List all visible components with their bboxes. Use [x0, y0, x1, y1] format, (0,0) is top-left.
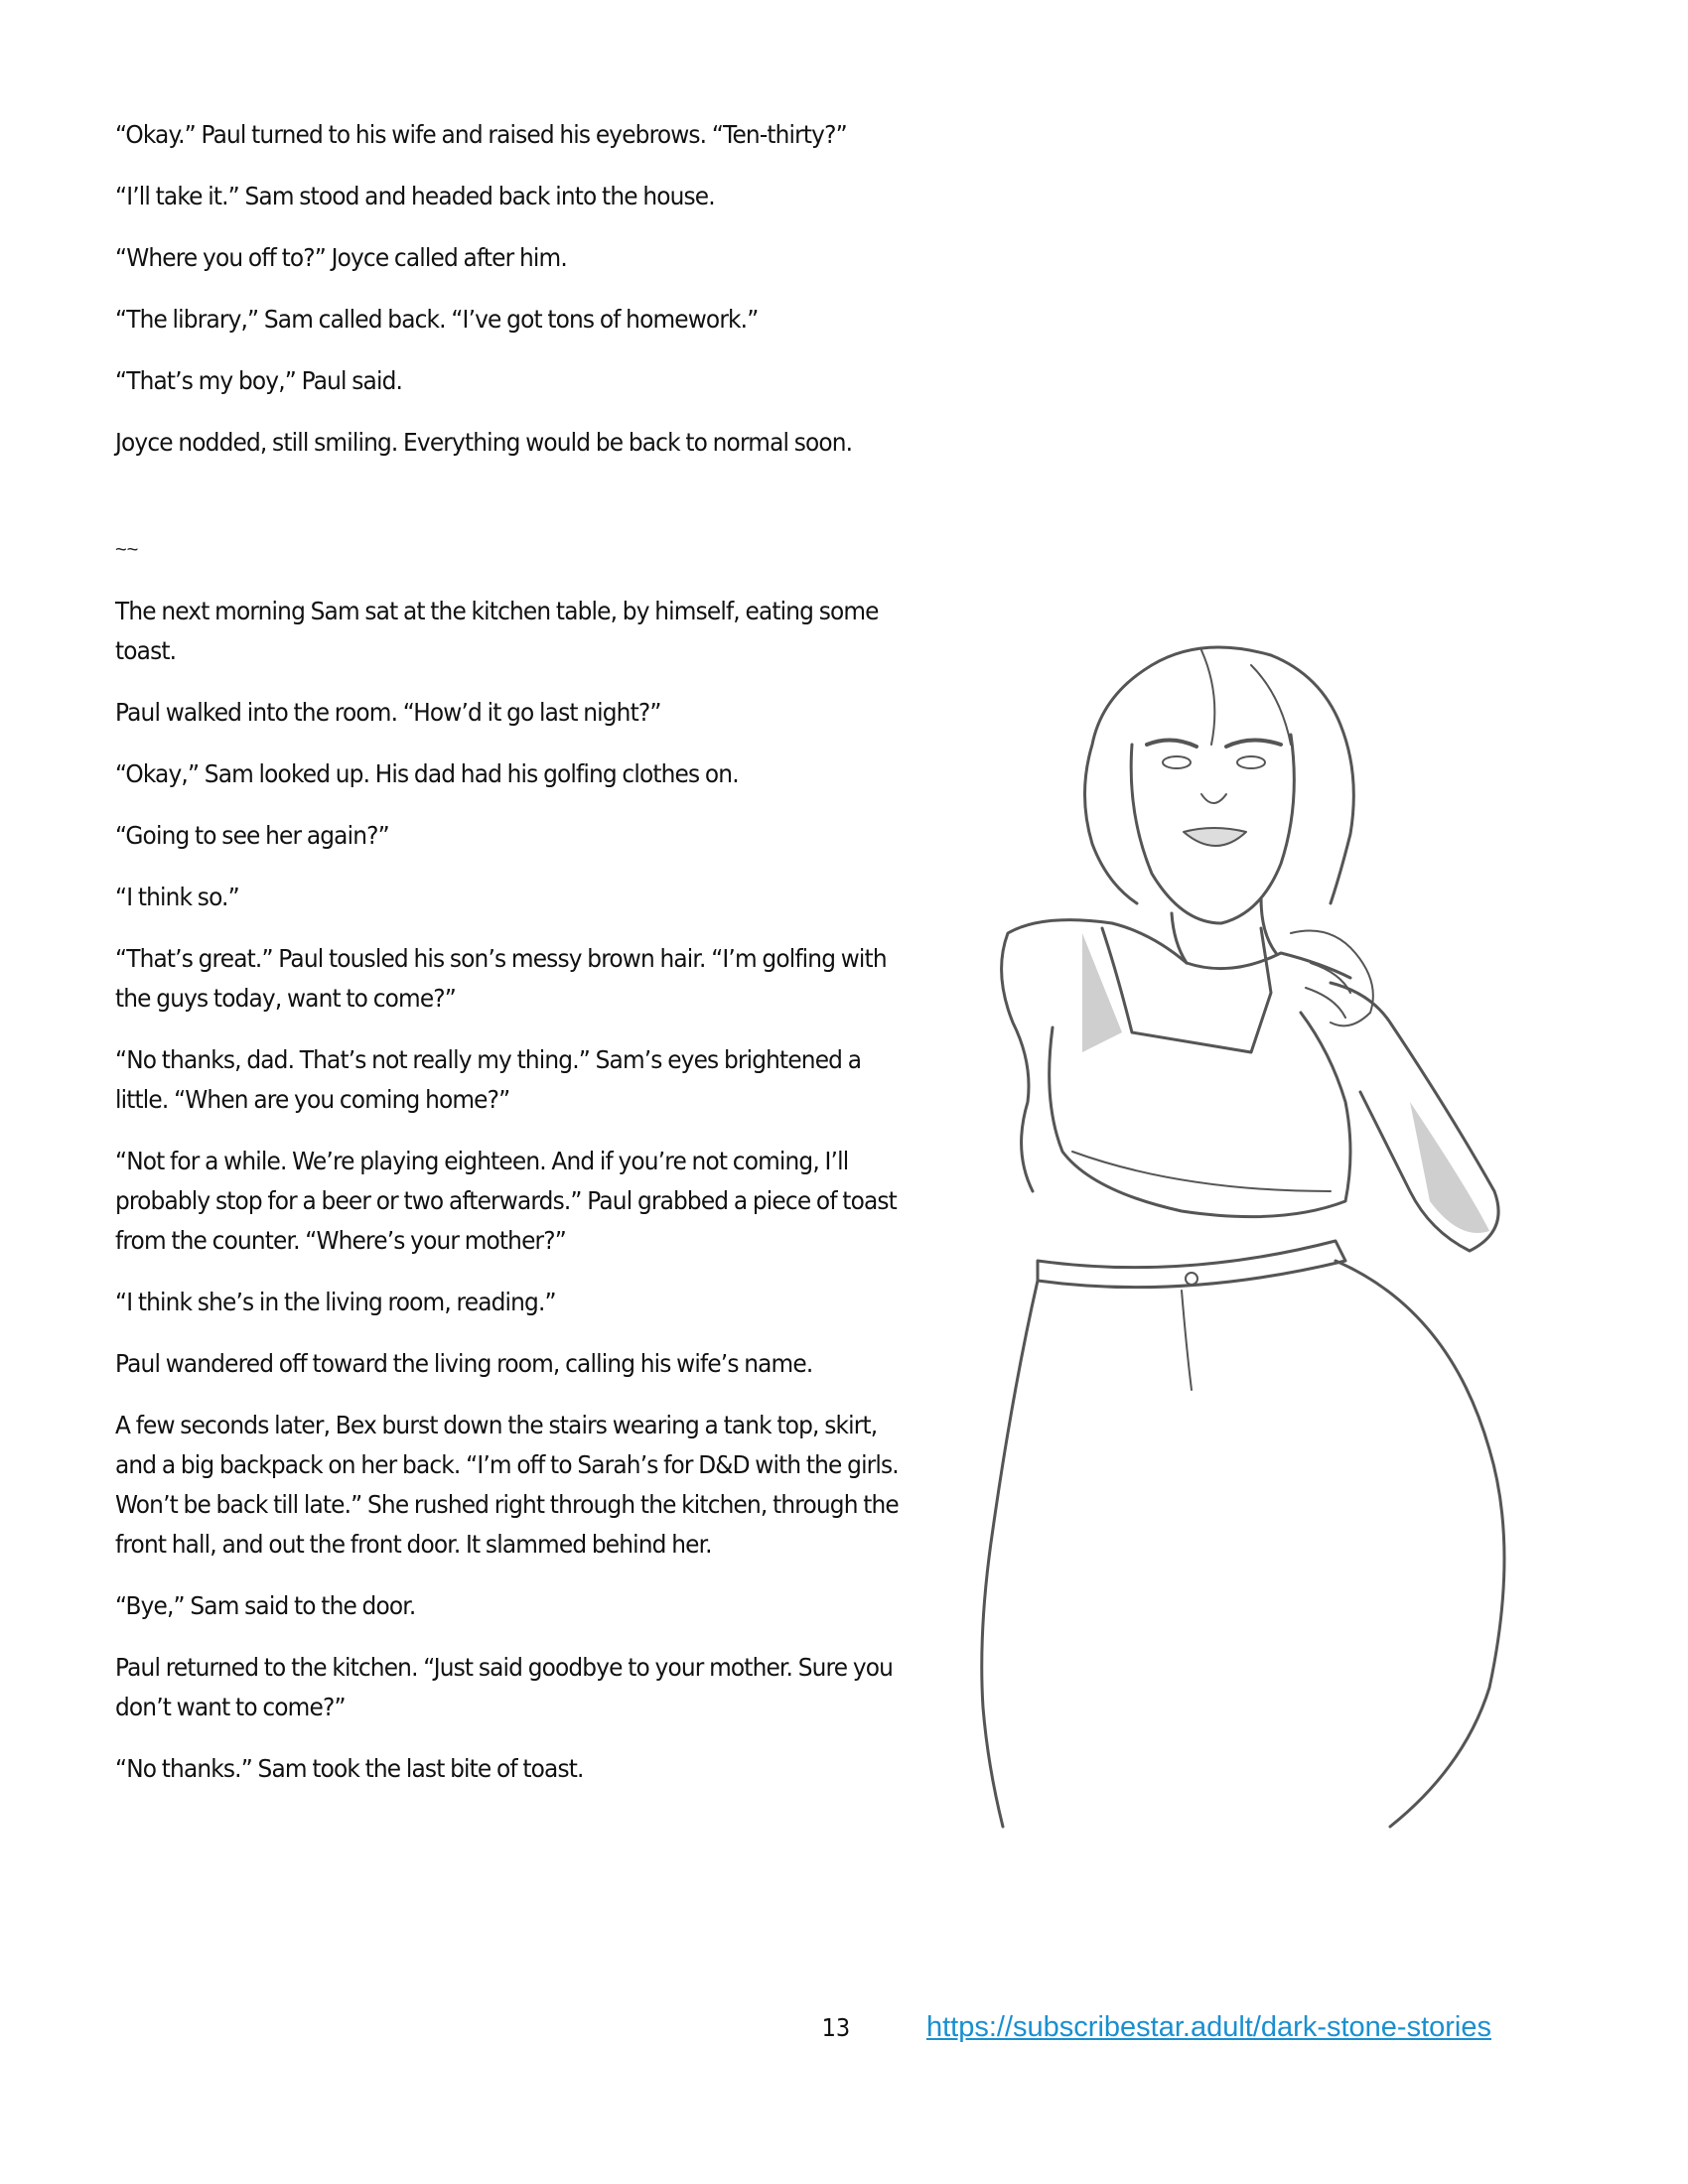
character-illustration: [953, 635, 1589, 1856]
story-text: [115, 115, 959, 1811]
paragraph: “Bye,” Sam said to the door.: [115, 1591, 416, 1620]
torso-outline: [1002, 920, 1112, 1191]
paragraph: Joyce nodded, still smiling. Everything would be back to normal soon.: [115, 428, 853, 457]
paragraph: A few seconds later, Bex burst down the stairs wearing a tank top, skirt, and a big backpack on her back. “I’m off to Sarah’s for D&D with the girls. Won’t be back till late.” She rushed right through the kitchen, through the front hall, and out the front door. It slammed behind her.: [115, 1411, 899, 1559]
paragraph: “Okay,” Sam looked up. His dad had his golfing clothes on.: [115, 759, 739, 788]
page-number: 13: [821, 2013, 851, 2042]
tank-top: [1102, 928, 1271, 1052]
hair-outline: [1085, 647, 1354, 903]
paragraph: Paul returned to the kitchen. “Just said goodbye to your mother. Sure you don’t want to come?”: [115, 1653, 894, 1721]
paragraph: Paul walked into the room. “How’d it go last night?”: [115, 698, 661, 727]
skirt-outline: [982, 1261, 1504, 1827]
subscribestar-link[interactable]: https://subscribestar.adult/dark-stone-stories: [926, 2011, 1491, 2043]
paragraph: Paul wandered off toward the living room, calling his wife’s name.: [115, 1349, 813, 1378]
paragraph: “No thanks.” Sam took the last bite of toast.: [115, 1754, 584, 1783]
paragraph: The next morning Sam sat at the kitchen table, by himself, eating some toast.: [115, 597, 879, 665]
paragraph: “The library,” Sam called back. “I’ve got tons of homework.”: [115, 305, 759, 334]
paragraph: “No thanks, dad. That’s not really my thing.” Sam’s eyes brightened a little. “When are you coming home?”: [115, 1045, 862, 1114]
paragraph: “That’s my boy,” Paul said.: [115, 366, 403, 395]
paragraph: “Where you off to?” Joyce called after him.: [115, 243, 567, 272]
skirt-belt: [1038, 1241, 1345, 1288]
paragraph: “I’ll take it.” Sam stood and headed back into the house.: [115, 182, 715, 210]
paragraph: “That’s great.” Paul tousled his son’s messy brown hair. “I’m golfing with the guys today, want to come?”: [115, 944, 887, 1013]
scene-separator: ~~: [115, 539, 139, 561]
paragraph: “I think she’s in the living room, reading.”: [115, 1288, 556, 1316]
paragraph: “I think so.”: [115, 883, 239, 911]
paragraph: “Not for a while. We’re playing eighteen. And if you’re not coming, I’ll probably stop for a beer or two afterwards.” Paul grabbed a piece of toast from the counter. “Where’s your mother?”: [115, 1147, 897, 1255]
paragraph: “Okay.” Paul turned to his wife and raised his eyebrows. “Ten-thirty?”: [115, 120, 847, 149]
paragraph: “Going to see her again?”: [115, 821, 389, 850]
